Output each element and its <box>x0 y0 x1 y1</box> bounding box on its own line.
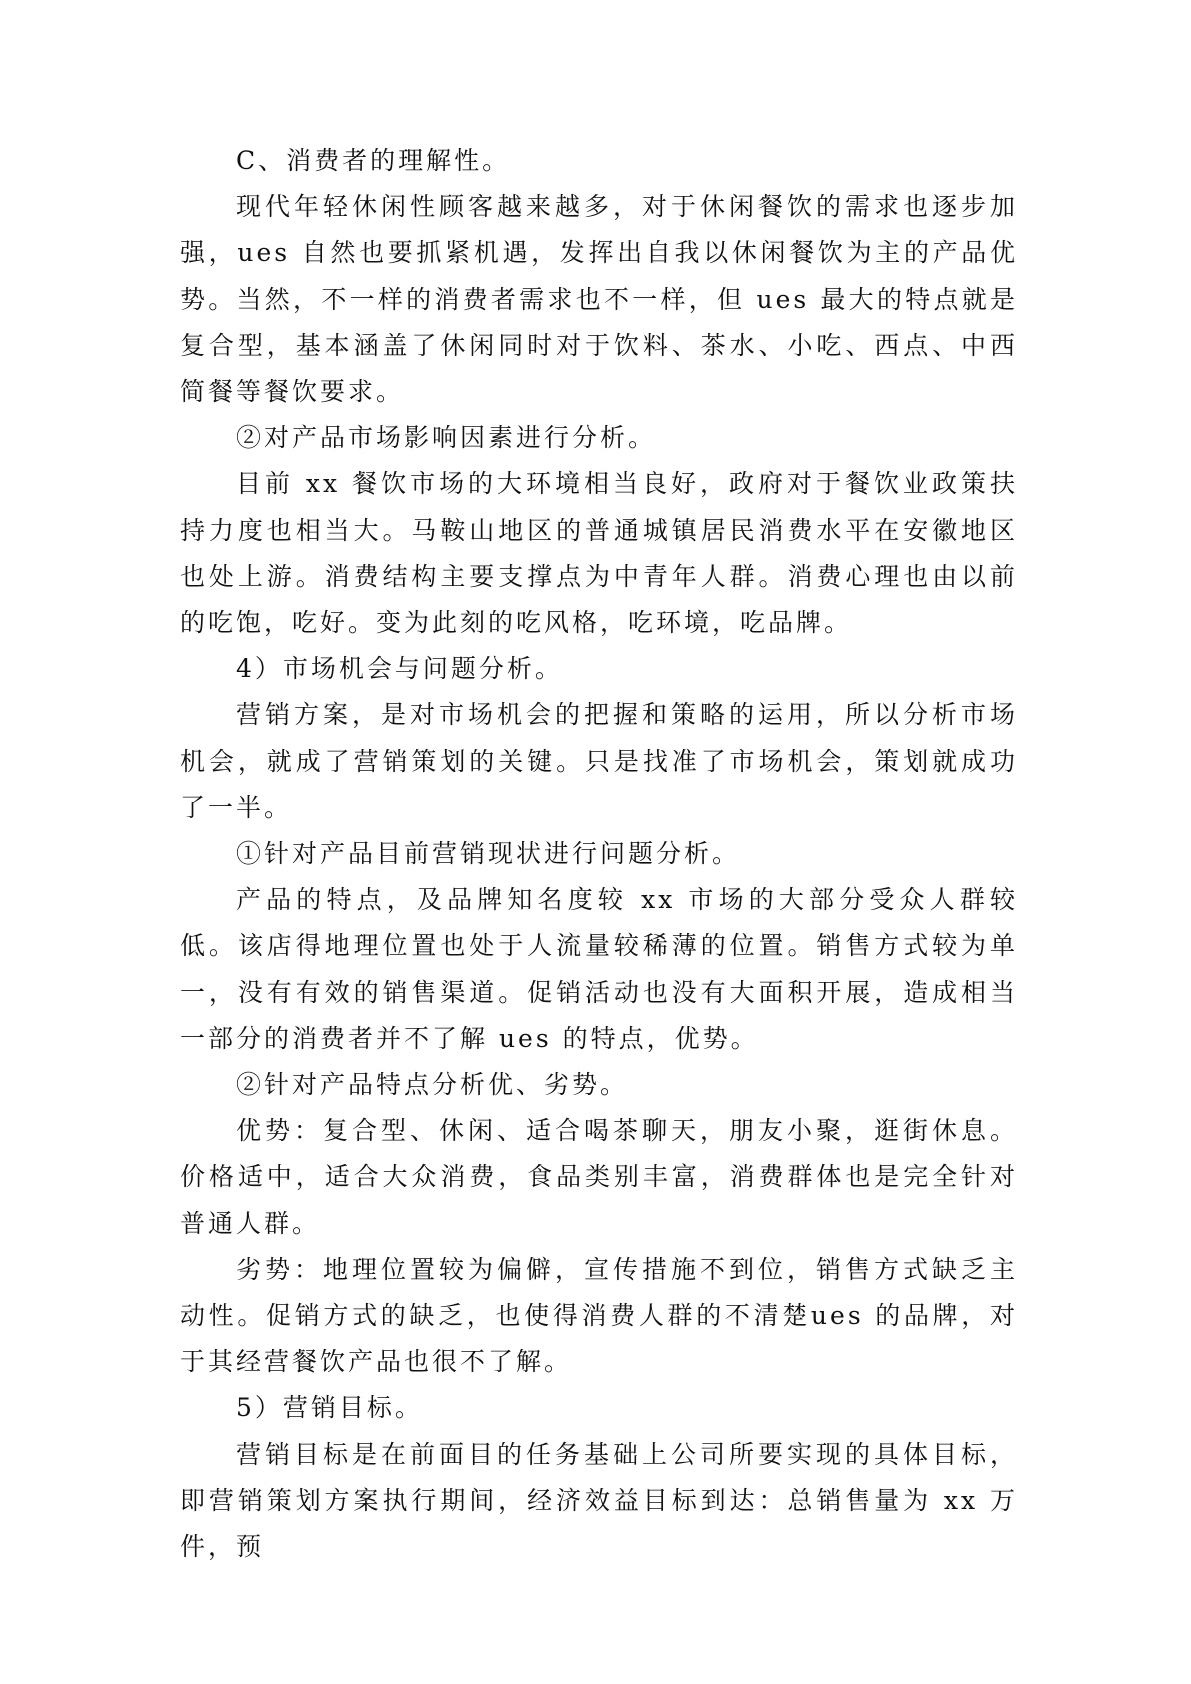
heading-marketing-goals: 5）营销目标。 <box>236 1393 423 1423</box>
paragraph-weaknesses: 劣势：地理位置较为偏僻，宣传措施不到位，销售方式缺乏主动性。促销方式的缺乏，也使得消费人群的不清楚ues 的品牌，对于其经营餐饮产品也很不了解。 <box>180 1254 1018 1377</box>
paragraph-leisure-demand: 现代年轻休闲性顾客越来越多，对于休闲餐饮的需求也逐步加强，ues 自然也要抓紧机遇，发挥出自我以休闲餐饮为主的产品优势。当然，不一样的消费者需求也不一样，但 ues 最大的特点就是复合型，基本涵盖了休闲同时对于饮料、茶水、小吃、西点、中西简餐等餐饮要求。 <box>180 192 1018 407</box>
paragraph-marketing-plan: 营销方案，是对市场机会的把握和策略的运用，所以分析市场机会，就成了营销策划的关键。只是找准了市场机会，策划就成功了一半。 <box>180 700 1018 822</box>
paragraph-marketing-goals: 营销目标是在前面目的任务基础上公司所要实现的具体目标，即营销策划方案执行期间，经济效益目标到达：总销售量为 xx 万件，预 <box>180 1439 1018 1562</box>
heading-market-factors: ②对产品市场影响因素进行分析。 <box>236 423 657 453</box>
paragraph-strengths: 优势：复合型、休闲、适合喝茶聊天，朋友小聚，逛街休息。价格适中，适合大众消费，食品类别丰富，消费群体也是完全针对普通人群。 <box>180 1116 1018 1238</box>
heading-opportunity-analysis: 4）市场机会与问题分析。 <box>236 654 563 684</box>
paragraph-product-problems: 产品的特点，及品牌知名度较 xx 市场的大部分受众人群较低。该店得地理位置也处于人流量较稀薄的位置。销售方式较为单一，没有有效的销售渠道。促销活动也没有大面积开展，造成相当一部分的消费者并不了解 ues 的特点，优势。 <box>180 885 1018 1053</box>
heading-consumer-understanding: C、消费者的理解性。 <box>236 146 511 175</box>
heading-strengths-weaknesses: ②针对产品特点分析优、劣势。 <box>236 1070 629 1100</box>
heading-current-status: ①针对产品目前营销现状进行问题分析。 <box>236 839 741 869</box>
paragraph-market-environment: 目前 xx 餐饮市场的大环境相当良好，政府对于餐饮业政策扶持力度也相当大。马鞍山地区的普通城镇居民消费水平在安徽地区也处上游。消费结构主要支撑点为中青年人群。消费心理也由以前的吃饱，吃好。变为此刻的吃风格，吃环境，吃品牌。 <box>180 469 1018 638</box>
document-page <box>180 138 1018 1570</box>
